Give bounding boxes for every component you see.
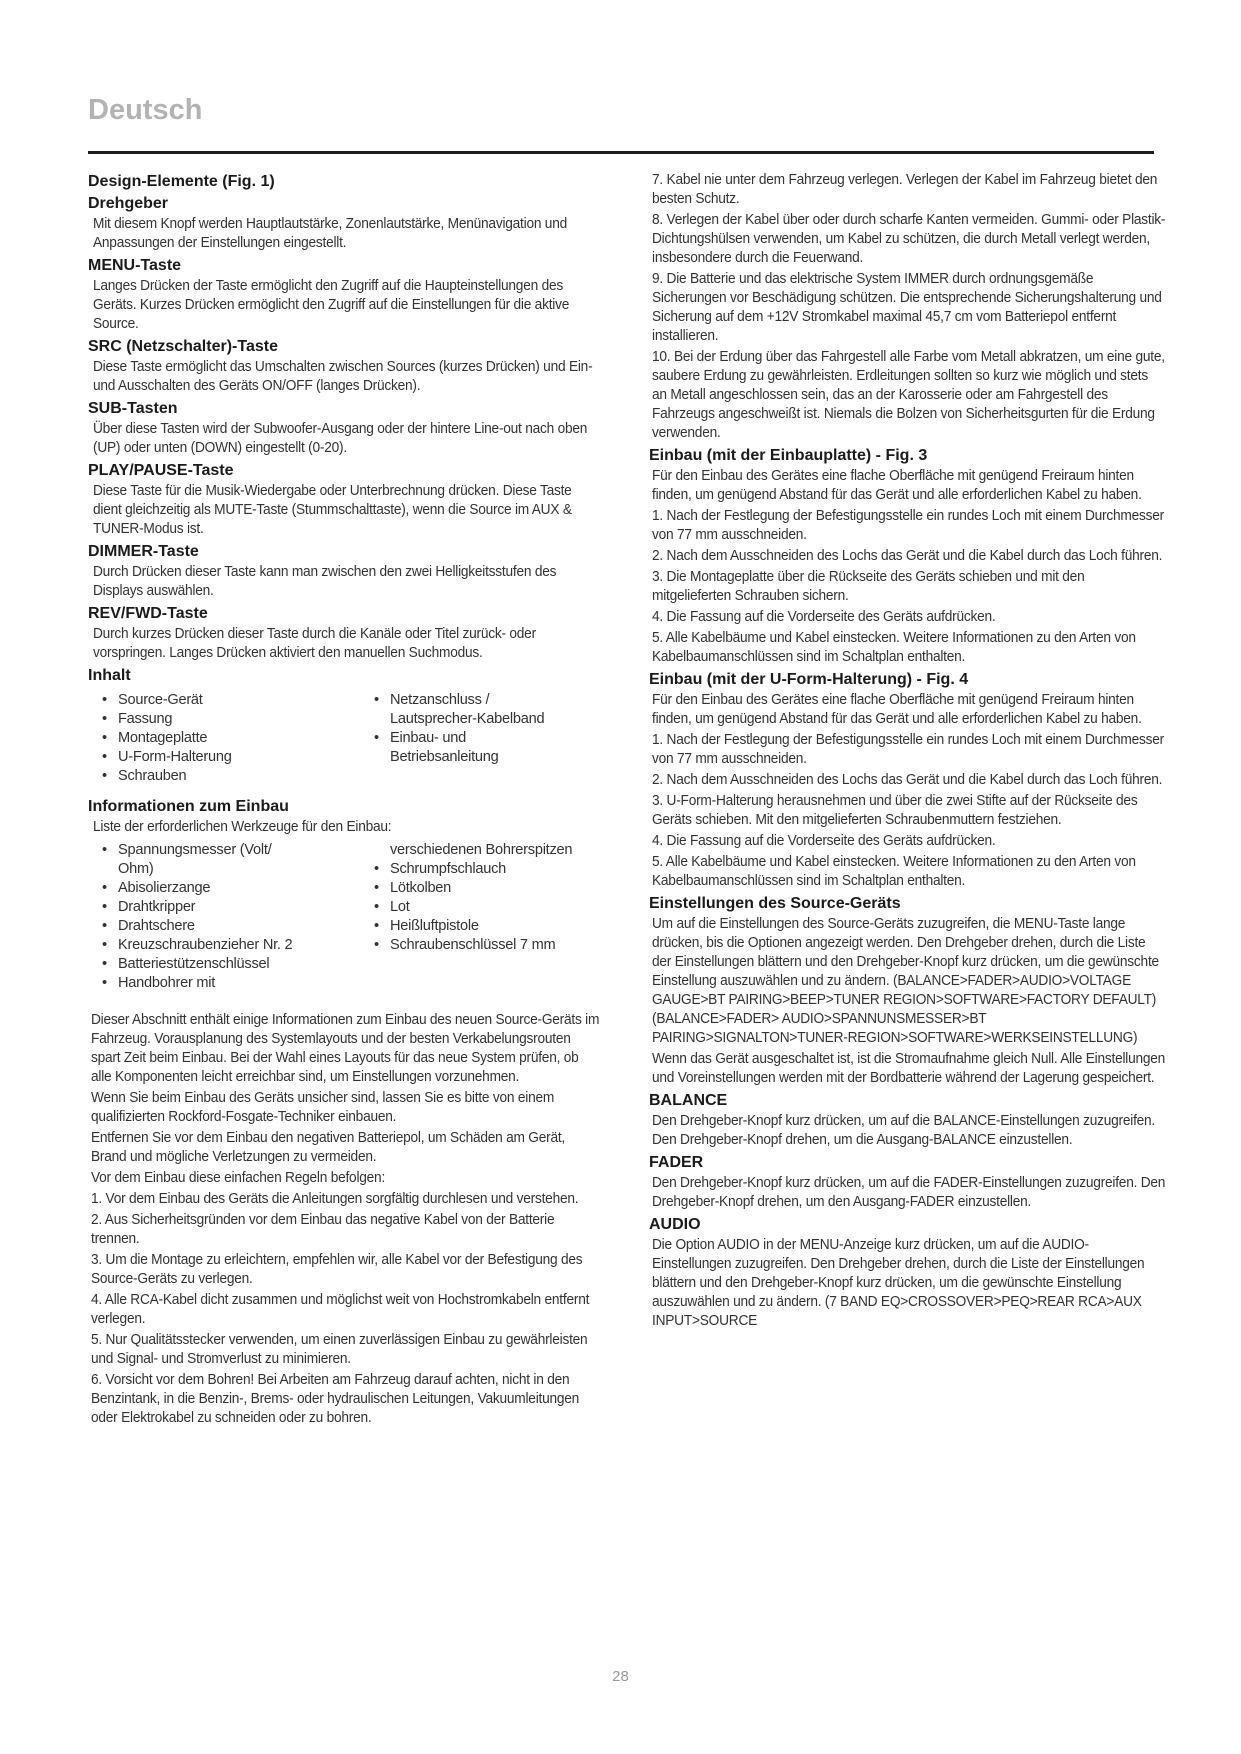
list-item: • Handbohrer mit <box>88 974 360 993</box>
list-item: • Netzanschluss / <box>360 691 600 710</box>
list-item: • Kreuzschraubenzieher Nr. 2 <box>88 936 360 955</box>
rev-fwd-heading: REV/FWD-Taste <box>88 605 208 622</box>
list-item: • Drahtkripper <box>88 898 360 917</box>
step-item: 4. Die Fassung auf die Vorderseite des Geräts aufdrücken. <box>652 609 996 625</box>
step-item: 3. U-Form-Halterung herausnehmen und über die zwei Stifte auf der Rückseite des Geräts schieben. Mit den mitgelieferten Schraubenmuttern festziehen. <box>652 793 1138 828</box>
play-pause-text: Diese Taste für die Musik-Wiedergabe oder Unterbrechnung drücken. Diese Taste dient gleichzeitig als MUTE-Taste (Stummschalttaste), wenn die Source im AUX & TUNER-Modus ist. <box>93 483 572 537</box>
rev-fwd-text: Durch kurzes Drücken dieser Taste durch die Kanäle oder Titel zurück- oder vorspringen. Langes Drücken aktiviert den manuellen Suchmodus. <box>93 626 536 661</box>
list-item: • Lot <box>360 898 600 917</box>
list-item-continuation: Ohm) <box>118 861 154 877</box>
play-pause-heading: PLAY/PAUSE-Taste <box>88 462 234 479</box>
rules-intro: Vor dem Einbau diese einfachen Regeln befolgen: <box>91 1170 386 1186</box>
step-item: 5. Alle Kabelbäume und Kabel einstecken. Weitere Informationen zu den Arten von Kabelbaumanschlüssen sind im Schaltplan enthalten. <box>652 630 1136 665</box>
audio-heading: AUDIO <box>649 1216 701 1233</box>
right-column <box>649 171 1165 1333</box>
rule-item: 10. Bei der Erdung über das Fahrgestell alle Farbe vom Metall abkratzen, um eine gute, saubere Erdung zu gewährleisten. Erdleitungen sollten so kurz wie möglich und stets an Metall angeschlossen sein, das an der Karosserie oder am Fahrgestell des Fahrzeugs angeschweißt ist. Niemals die Bolzen von Sicherheitsgurten für die Erdung verwenden. <box>652 349 1165 441</box>
intro-paragraph: Dieser Abschnitt enthält einige Informationen zum Einbau des neuen Source-Geräts im Fahrzeug. Vorausplanung des Systemlayouts und der besten Verkabelungsrouten spart Zeit beim Einbau. Bei der Wahl eines Layouts für das neue System prüfen, ob alle Komponenten leicht erreichbar sind, um Einstellungen vorzunehmen. <box>91 1012 600 1085</box>
list-item-continuation: Betriebsanleitung <box>390 749 499 765</box>
list-item: • Drahtschere <box>88 917 360 936</box>
left-column <box>88 171 600 1430</box>
rule-item: 7. Kabel nie unter dem Fahrzeug verlegen. Verlegen der Kabel im Fahrzeug bietet den besten Schutz. <box>652 172 1158 207</box>
rule-item: 9. Die Batterie und das elektrische System IMMER durch ordnungsgemäße Sicherungen vor Beschädigung schützen. Die entsprechende Sicherungshalterung und Sicherung auf dem +12V Stromkabel maximal 45,7 cm vom Batteriepol entfernt installieren. <box>652 271 1162 344</box>
list-spacer <box>360 974 600 993</box>
list-item: • Heißluftpistole <box>360 917 600 936</box>
audio-text: Die Option AUDIO in der MENU-Anzeige kurz drücken, um auf die AUDIO-Einstellungen zuzugreifen. Den Drehgeber drehen, durch die Liste der Einstellungen blättern und den Drehgeber-Knopf kurz drücken, um die gewünschte Einstellung auszuwählen und zu ändern. (7 BAND EQ>CROSSOVER>PEQ>REAR RCA>AUX INPUT>SOURCE <box>652 1237 1145 1329</box>
page-number: 28 <box>612 1668 629 1685</box>
installation-info-heading: Informationen zum Einbau <box>88 798 289 815</box>
rule-item: 6. Vorsicht vor dem Bohren! Bei Arbeiten am Fahrzeug darauf achten, nicht in den Benzintank, in die Benzin-, Brems- oder hydraulischen Leitungen, Vakuumleitungen oder Elektrokabel zu schneiden oder zu bohren. <box>91 1372 580 1426</box>
dimmer-text: Durch Drücken dieser Taste kann man zwischen den zwei Helligkeitsstufen des Displays auswählen. <box>93 564 557 599</box>
list-item-continuation: verschiedenen Bohrerspitzen <box>390 842 573 858</box>
step-item: 1. Nach der Festlegung der Befestigungsstelle ein rundes Loch mit einem Durchmesser von 77 mm ausschneiden. <box>652 732 1164 767</box>
step-item: 1. Nach der Festlegung der Befestigungsstelle ein rundes Loch mit einem Durchmesser von 77 mm ausschneiden. <box>652 508 1164 543</box>
list-item: • Lötkolben <box>360 879 600 898</box>
power-off-text: Wenn das Gerät ausgeschaltet ist, ist die Stromaufnahme gleich Null. Alle Einstellungen und Voreinstellungen werden mit der Bordbatterie während der Lagerung gespeichert. <box>652 1051 1166 1086</box>
u-bracket-heading: Einbau (mit der U-Form-Halterung) - Fig. 4 <box>649 671 969 688</box>
list-item: • Montageplatte <box>88 729 360 748</box>
list-item: • Schrauben <box>88 767 360 786</box>
step-item: 4. Die Fassung auf die Vorderseite des Geräts aufdrücken. <box>652 833 996 849</box>
rule-item: 4. Alle RCA-Kabel dicht zusammen und möglichst weit von Hochstromkabeln entfernt verlegen. <box>91 1292 590 1327</box>
fader-text: Den Drehgeber-Knopf kurz drücken, um auf die FADER-Einstellungen zuzugreifen. Den Drehgeber-Knopf drehen, um den Ausgang-FADER einzustellen. <box>652 1175 1166 1210</box>
sub-keys-heading: SUB-Tasten <box>88 400 178 417</box>
tools-intro: Liste der erforderlichen Werkzeuge für den Einbau: <box>93 819 392 835</box>
contents-heading: Inhalt <box>88 667 131 684</box>
language-heading: Deutsch <box>88 94 203 126</box>
tools-list <box>88 841 600 993</box>
knob-text: Mit diesem Knopf werden Hauptlautstärke, Zonenlautstärke, Menünavigation und Anpassungen der Einstellungen eingestellt. <box>93 216 567 251</box>
list-item: • U-Form-Halterung <box>88 748 360 767</box>
plate-install-intro: Für den Einbau des Gerätes eine flache Oberfläche mit genügend Freiraum hinten finden, um genügend Abstand für das Gerät und alle erforderlichen Kabel zu haben. <box>652 468 1142 503</box>
rule-item: 2. Aus Sicherheitsgründen vor dem Einbau das negative Kabel von der Batterie trennen. <box>91 1212 555 1247</box>
u-bracket-intro: Für den Einbau des Gerätes eine flache Oberfläche mit genügend Freiraum hinten finden, um genügend Abstand für das Gerät und alle erforderlichen Kabel zu haben. <box>652 692 1142 727</box>
src-key-heading: SRC (Netzschalter)-Taste <box>88 338 278 355</box>
dimmer-heading: DIMMER-Taste <box>88 543 199 560</box>
balance-text: Den Drehgeber-Knopf kurz drücken, um auf die BALANCE-Einstellungen zuzugreifen. Den Drehgeber-Knopf drehen, um die Ausgang-BALANCE einzustellen. <box>652 1113 1156 1148</box>
list-item: • Schrumpfschlauch <box>360 860 600 879</box>
source-settings-text: Um auf die Einstellungen des Source-Geräts zuzugreifen, die MENU-Taste lange drücken, bis die Optionen angezeigt werden. Den Drehgeber drehen, durch die Liste der Einstellungen blättern und den Drehgeber-Knopf kurz drücken, um die gewünschte Einstellung auszuwählen und zu ändern. (BALANCE>FADER>AUDIO>VOLTAGE GAUGE>BT PAIRING>BEEP>TUNER REGION>SOFTWARE>FACTORY DEFAULT) (BALANCE>FADER> AUDIO>SPANNUNSMESSER>BT PAIRING>SIGNALTON>TUNER-REGION>SOFTWARE>WERKSEINSTELLUNG) <box>652 916 1159 1046</box>
rule-item: 3. Um die Montage zu erleichtern, empfehlen wir, alle Kabel vor der Befestigung des Source-Geräts zu verlegen. <box>91 1252 583 1287</box>
list-item: • Batteriestützenschlüssel <box>88 955 360 974</box>
sub-keys-text: Über diese Tasten wird der Subwoofer-Ausgang oder der hintere Line-out nach oben (UP) oder unten (DOWN) eingestellt (0-20). <box>93 421 588 456</box>
design-elements-heading: Design-Elemente (Fig. 1) <box>88 173 275 190</box>
rule-item: 8. Verlegen der Kabel über oder durch scharfe Kanten vermeiden. Gummi- oder Plastik-Dichtungshülsen verwenden, um Kabel zu schützen, die durch Metall verlegt werden, insbesondere durch die Feuerwand. <box>652 212 1166 266</box>
step-item: 2. Nach dem Ausschneiden des Lochs das Gerät und die Kabel durch das Loch führen. <box>652 772 1163 788</box>
plate-install-heading: Einbau (mit der Einbauplatte) - Fig. 3 <box>649 447 928 464</box>
battery-paragraph: Entfernen Sie vor dem Einbau den negativen Batteriepol, um Schäden am Gerät, Brand und mögliche Verletzungen zu vermeiden. <box>91 1130 566 1165</box>
list-item: • Fassung <box>88 710 360 729</box>
list-item: • Source-Gerät <box>88 691 360 710</box>
technician-paragraph: Wenn Sie beim Einbau des Geräts unsicher sind, lassen Sie es bitte von einem qualifizierten Rockford-Fosgate-Techniker einbauen. <box>91 1090 555 1125</box>
list-item-continuation: Lautsprecher-Kabelband <box>390 711 545 727</box>
list-item: • Einbau- und <box>360 729 600 748</box>
list-spacer <box>360 767 600 786</box>
balance-heading: BALANCE <box>649 1092 728 1109</box>
list-item: • Abisolierzange <box>88 879 360 898</box>
fader-heading: FADER <box>649 1154 704 1171</box>
step-item: 5. Alle Kabelbäume und Kabel einstecken. Weitere Informationen zu den Arten von Kabelbaumanschlüssen sind im Schaltplan enthalten. <box>652 854 1136 889</box>
knob-heading: Drehgeber <box>88 195 169 212</box>
list-item: • Schraubenschlüssel 7 mm <box>360 936 600 955</box>
rule-item: 1. Vor dem Einbau des Geräts die Anleitungen sorgfältig durchlesen und verstehen. <box>91 1191 579 1207</box>
menu-key-text: Langes Drücken der Taste ermöglicht den Zugriff auf die Haupteinstellungen des Geräts. Kurzes Drücken ermöglicht den Zugriff auf die Einstellungen für die aktive Source. <box>93 278 570 332</box>
src-key-text: Diese Taste ermöglicht das Umschalten zwischen Sources (kurzes Drücken) und Ein- und Ausschalten des Geräts ON/OFF (langes Drücken). <box>93 359 593 394</box>
list-item: • Spannungsmesser (Volt/ <box>88 841 360 860</box>
step-item: 2. Nach dem Ausschneiden des Lochs das Gerät und die Kabel durch das Loch führen. <box>652 548 1163 564</box>
contents-list <box>88 691 600 786</box>
menu-key-heading: MENU-Taste <box>88 257 182 274</box>
header-rule <box>88 151 1154 154</box>
rule-item: 5. Nur Qualitätsstecker verwenden, um einen zuverlässigen Einbau zu gewährleisten und Signal- und Stromverlust zu minimieren. <box>91 1332 588 1367</box>
list-spacer <box>360 955 600 974</box>
step-item: 3. Die Montageplatte über die Rückseite des Geräts schieben und mit den mitgelieferten Schrauben sichern. <box>652 569 1085 604</box>
source-settings-heading: Einstellungen des Source-Geräts <box>649 895 901 912</box>
